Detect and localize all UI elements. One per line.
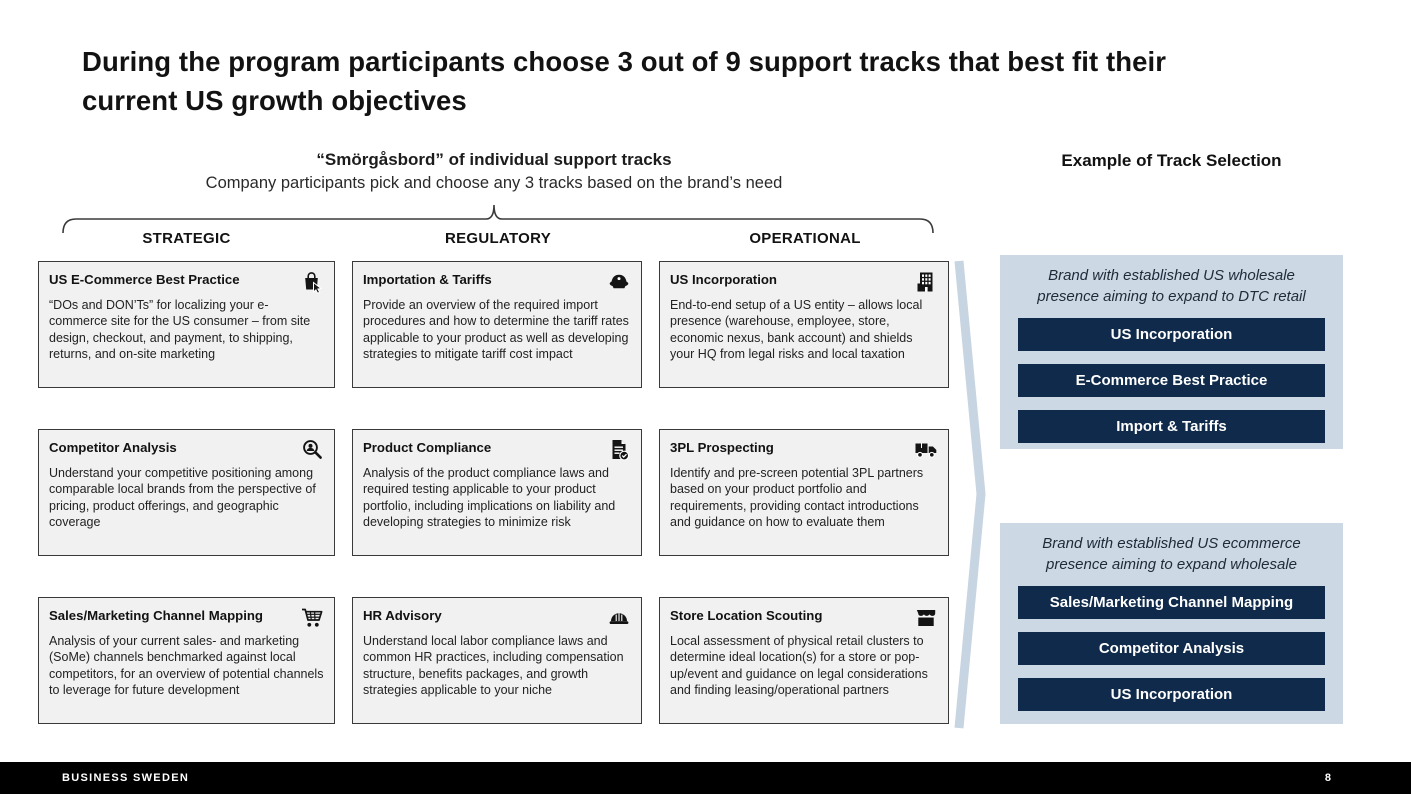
track-card-sales-marketing-channel-mapping: [38, 597, 335, 724]
column-header-operational: OPERATIONAL: [749, 230, 861, 247]
person-magnifier-icon: [300, 438, 324, 462]
track-title: Sales/Marketing Channel Mapping: [49, 608, 263, 623]
example-selection-heading: Example of Track Selection: [1061, 151, 1282, 170]
track-title: Store Location Scouting: [670, 608, 823, 623]
storefront-icon: [914, 606, 938, 630]
footer-brand-logo: BUSINESS SWEDEN: [62, 772, 190, 784]
track-description: Local assessment of physical retail clusters to determine ideal location(s) for a store or pop-up/event and guidance on legal considerations and finding leasing/operational partners: [670, 634, 928, 697]
page-number: 8: [1324, 772, 1331, 784]
track-title: Product Compliance: [363, 440, 492, 455]
example-panel-wholesale: [1000, 523, 1343, 724]
column-header-regulatory: REGULATORY: [444, 230, 552, 247]
hard-hat-icon: [607, 606, 631, 630]
column-header-strategic: STRATEGIC: [142, 230, 231, 247]
page-title: During the program participants choose 3 out of 9 support tracks that best fit their current US growth objectives: [82, 46, 1167, 117]
smorgasbord-heading: “Smörgåsbord” of individual support tracks: [316, 150, 672, 169]
track-grid: [38, 261, 949, 724]
track-card-us-ecommerce-best-practice: [38, 261, 335, 388]
track-description: Analysis of the product compliance laws and required testing applicable to your product portfolio, including implications on liability and developing strategies to minimize risk: [363, 466, 616, 529]
track-description: Understand your competitive positioning among comparable local brands from the perspective of pricing, product offerings, and geographic coverage: [49, 466, 316, 529]
track-card-us-incorporation: [659, 261, 949, 388]
example-intro: Brand with established US ecommerce presence aiming to expand wholesale: [1042, 535, 1301, 573]
customs-officer-cap-icon: [607, 270, 631, 294]
track-description: “DOs and DON’Ts” for localizing your e-commerce site for the US consumer – from site design, checkout, and payment, to shipping, returns, and on-site marketing: [49, 298, 311, 361]
track-title: US Incorporation: [670, 272, 777, 287]
selected-track-sales-marketing-channel-mapping: Sales/Marketing Channel Mapping: [1018, 586, 1325, 619]
selected-track-ecommerce-best-practice: E-Commerce Best Practice: [1018, 364, 1325, 397]
left-section-heading: [38, 149, 950, 194]
track-card-product-compliance: [352, 429, 642, 556]
shopping-bag-cursor-icon: [300, 270, 324, 294]
example-intro: Brand with established US wholesale presence aiming to expand to DTC retail: [1037, 267, 1306, 305]
track-card-store-location-scouting: [659, 597, 949, 724]
track-card-3pl-prospecting: [659, 429, 949, 556]
track-card-hr-advisory: [352, 597, 642, 724]
delivery-truck-icon: [914, 438, 938, 462]
smorgasbord-subheading: Company participants pick and choose any 3 tracks based on the brand’s need: [205, 173, 783, 192]
selected-track-import-tariffs: Import & Tariffs: [1018, 410, 1325, 443]
track-description: End-to-end setup of a US entity – allows local presence (warehouse, employee, store, economic nexus, bank account) and shields your HQ from legal risks and local taxation: [670, 298, 923, 361]
track-card-competitor-analysis: [38, 429, 335, 556]
track-title: Competitor Analysis: [49, 440, 177, 455]
office-building-icon: [914, 270, 938, 294]
track-description: Analysis of your current sales- and marketing (SoMe) channels benchmarked against local competitors, for an overview of potential channels to leverage for future development: [49, 634, 324, 697]
selected-track-competitor-analysis: Competitor Analysis: [1018, 632, 1325, 665]
track-title: Importation & Tariffs: [363, 272, 492, 287]
document-check-icon: [607, 438, 631, 462]
selected-track-us-incorporation: US Incorporation: [1018, 318, 1325, 351]
flow-chevron-arrow: [952, 258, 988, 731]
track-description: Identify and pre-screen potential 3PL partners based on your product portfolio and requirements, providing contact introductions and guidance on how to evaluate them: [670, 466, 924, 529]
track-title: US E-Commerce Best Practice: [49, 272, 240, 287]
track-title: HR Advisory: [363, 608, 442, 623]
footer-bar: [0, 762, 1411, 794]
track-card-importation-tariffs: [352, 261, 642, 388]
shopping-cart-icon: [300, 606, 324, 630]
track-description: Provide an overview of the required import procedures and how to determine the tariff rates applicable to your product as well as developing strategies to mitigate tariff cost impact: [363, 298, 629, 361]
selected-track-us-incorporation: US Incorporation: [1018, 678, 1325, 711]
example-panel-dtc-retail: [1000, 255, 1343, 449]
track-title: 3PL Prospecting: [670, 440, 774, 455]
track-description: Understand local labor compliance laws and common HR practices, including compensation structure, benefits packages, and growth strategies applicable to your niche: [363, 634, 624, 697]
